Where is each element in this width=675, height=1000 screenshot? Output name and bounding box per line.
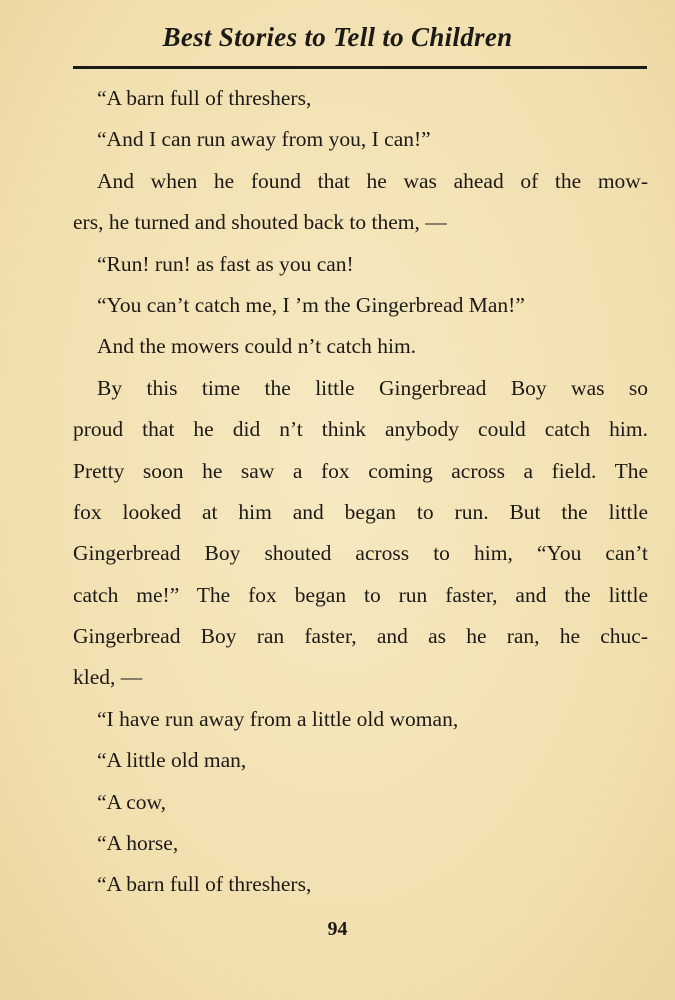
- text-line: “And I can run away from you, I can!”: [97, 127, 431, 152]
- text-line: “A horse,: [97, 831, 179, 856]
- text-line: And the mowers could n’t catch him.: [97, 334, 417, 359]
- text-line: Pretty soon he saw a fox coming across a field. The: [73, 458, 648, 483]
- text-line: “A barn full of threshers,: [97, 86, 312, 110]
- text-line: “A little old man,: [97, 748, 247, 773]
- text-line: proud that he did n’t think anybody could catch him.: [73, 417, 648, 442]
- text-line: “A cow,: [97, 789, 167, 814]
- text-line: kled, —: [73, 665, 143, 690]
- text-line: “Run! run! as fast as you can!: [97, 251, 354, 276]
- text-line: catch me!” The fox began to run faster, and the little: [73, 582, 648, 607]
- text-line: “I have run away from a little old woman,: [97, 706, 459, 731]
- header-rule: [73, 66, 647, 69]
- running-head: Best Stories to Tell to Children: [162, 22, 513, 52]
- text-line: And when he found that he was ahead of the mow-: [97, 168, 648, 193]
- text-line: By this time the little Gingerbread Boy was so: [97, 375, 648, 400]
- text-line: “You can’t catch me, I ’m the Gingerbread Man!”: [97, 292, 525, 317]
- text-line: ers, he turned and shouted back to them, —: [73, 210, 447, 235]
- text-line: “A barn full of threshers,: [97, 872, 312, 897]
- text-line: fox looked at him and began to run. But the little: [73, 499, 648, 524]
- text-line: Gingerbread Boy ran faster, and as he ran, he chuc-: [73, 624, 648, 649]
- text-line: Gingerbread Boy shouted across to him, “You can’t: [73, 541, 648, 566]
- page-number: 94: [327, 918, 348, 940]
- body-text: [73, 78, 648, 906]
